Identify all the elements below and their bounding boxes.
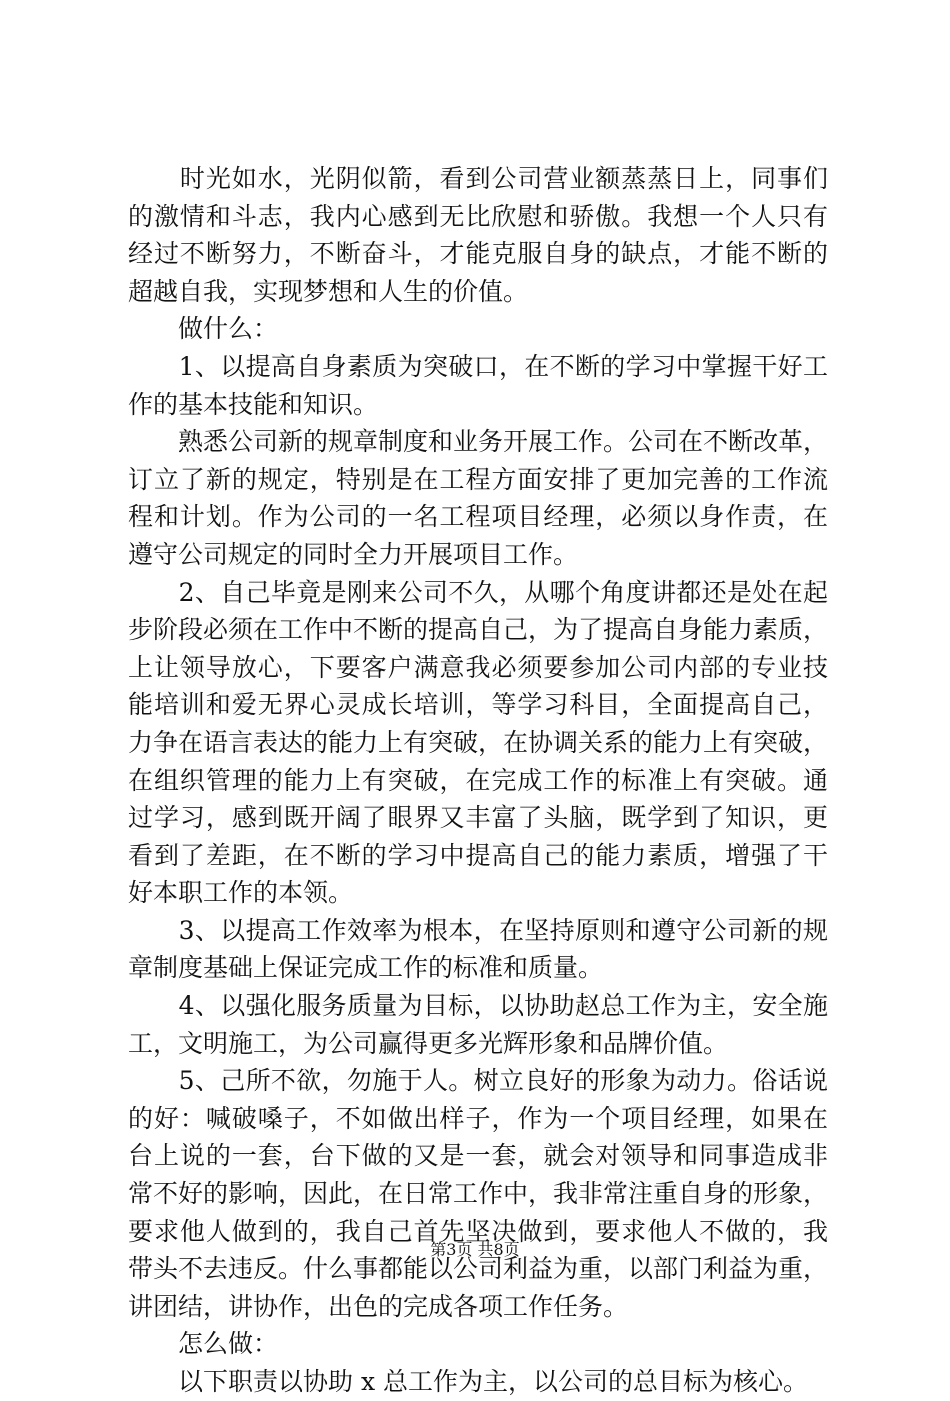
text-line: 章制度基础上保证完成工作的标准和质量。 xyxy=(128,953,604,983)
text-line: 好本职工作的本领。 xyxy=(128,878,354,908)
text-line: 看到了差距，在不断的学习中提高自己的能力素质，增强了干 xyxy=(128,840,828,870)
text-line: 在组织管理的能力上有突破，在完成工作的标准上有突破。通 xyxy=(128,765,828,795)
page-footer: 第3页 共8页 xyxy=(430,1240,520,1259)
text-line: 步阶段必须在工作中不断的提高自己，为了提高自身能力素质， xyxy=(128,615,829,645)
text-line: 作的基本技能和知识。 xyxy=(128,389,379,419)
text-line: 熟悉公司新的规章制度和业务开展工作。公司在不断改革， xyxy=(128,427,829,457)
text-line: 怎么做： xyxy=(128,1329,279,1359)
text-line: 的好：喊破嗓子，不如做出样子，作为一个项目经理，如果在 xyxy=(128,1103,828,1133)
text-line: 超越自我，实现梦想和人生的价值。 xyxy=(128,276,529,306)
text-line: 2、自己毕竟是刚来公司不久，从哪个角度讲都还是处在起 xyxy=(128,577,828,607)
text-line: 程和计划。作为公司的一名工程项目经理，必须以身作责，在 xyxy=(128,502,828,532)
text-line: 过学习，感到既开阔了眼界又丰富了头脑，既学到了知识，更 xyxy=(128,803,828,833)
document-body xyxy=(128,160,828,1401)
text-line: 工，文明施工，为公司赢得更多光辉形象和品牌价值。 xyxy=(128,1028,729,1058)
text-line: 能培训和爱无界心灵成长培训，等学习科目，全面提高自己， xyxy=(128,690,828,720)
text-line: 带头不去违反。什么事都能以公司利益为重，以部门利益为重， xyxy=(128,1254,829,1284)
text-line: 要求他人做到的，我自己首先坚决做到，要求他人不做的，我 xyxy=(128,1216,828,1246)
text-line: 4、以强化服务质量为目标，以协助赵总工作为主，安全施 xyxy=(128,991,828,1021)
text-line: 以下职责以协助 x 总工作为主，以公司的总目标为核心。 xyxy=(128,1367,808,1396)
text-line: 5、己所不欲，勿施于人。树立良好的形象为动力。俗话说 xyxy=(128,1066,828,1096)
text-line: 上让领导放心，下要客户满意我必须要参加公司内部的专业技 xyxy=(128,652,828,682)
text-line: 做什么： xyxy=(128,314,279,344)
text-line: 常不好的影响，因此，在日常工作中，我非常注重自身的形象， xyxy=(128,1179,829,1209)
text-line: 时光如水，光阴似箭，看到公司营业额蒸蒸日上，同事们 xyxy=(128,164,828,193)
text-line: 经过不断努力，不断奋斗，才能克服自身的缺点，才能不断的 xyxy=(128,239,828,269)
text-line: 的激情和斗志，我内心感到无比欣慰和骄傲。我想一个人只有 xyxy=(128,201,828,231)
text-line: 力争在语言表达的能力上有突破，在协调关系的能力上有突破， xyxy=(128,727,829,757)
text-line: 台上说的一套，台下做的又是一套，就会对领导和同事造成非 xyxy=(128,1141,828,1171)
text-line: 讲团结，讲协作，出色的完成各项工作任务。 xyxy=(128,1291,629,1321)
text-line: 订立了新的规定，特别是在工程方面安排了更加完善的工作流 xyxy=(128,464,828,494)
text-line: 1、以提高自身素质为突破口，在不断的学习中掌握干好工 xyxy=(128,351,828,381)
text-line: 3、以提高工作效率为根本，在坚持原则和遵守公司新的规 xyxy=(128,915,828,945)
text-line: 遵守公司规定的同时全力开展项目工作。 xyxy=(128,539,579,569)
